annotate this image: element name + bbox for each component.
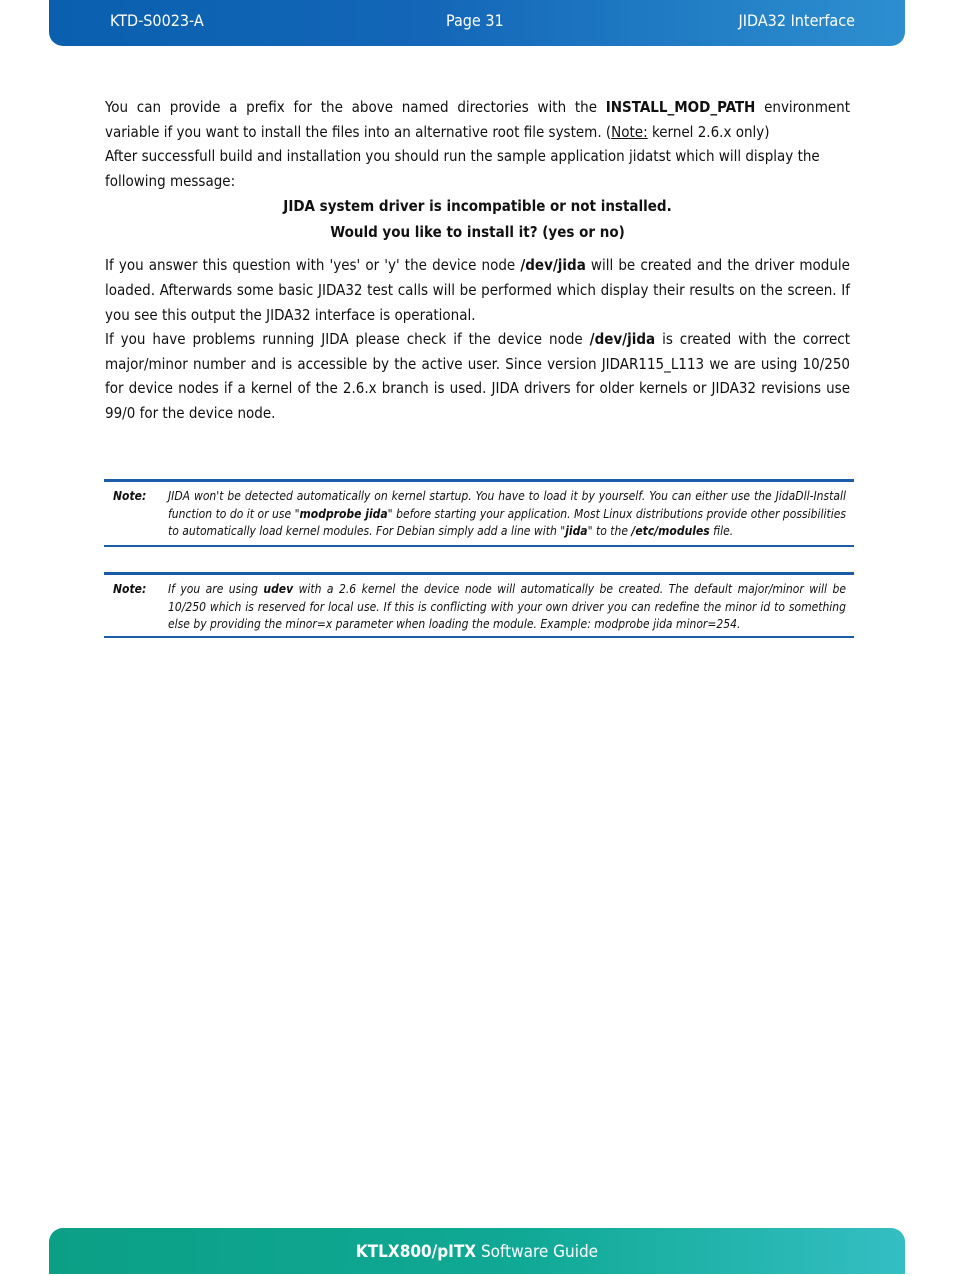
device-node-path: /dev/jida <box>589 330 656 349</box>
header-doc-id: KTD-S0023-A <box>110 11 204 30</box>
message-line-1: JIDA system driver is incompatible or not installed. <box>283 197 672 216</box>
text-run: " before starting your application. Most Linux distributions provide other possibilities to automatically load kernel modules. For Debian simply add a line with " <box>168 506 846 538</box>
text-run: will be created and the driver module loaded. Afterwards some basic JIDA32 test calls will be performed which display their results on the screen. If you see this output the JIDA32 interface is operational. <box>105 256 850 324</box>
text-run: JIDA won't be detected automatically on kernel startup. You have to load it by yourself. You can either use the JidaDll-Install function to do it or use " <box>168 489 846 521</box>
inline-note-label: Note: <box>611 122 648 141</box>
text-run: You can provide a prefix for the above named directories with the <box>105 98 606 116</box>
text-run: kernel 2.6.x only) <box>647 122 770 141</box>
footer-product-name: KTLX800/pITX <box>355 1242 477 1262</box>
text-run: If you answer this question with 'yes' or 'y' the device node <box>105 256 521 275</box>
main-content <box>105 95 850 426</box>
note-box-kernel-startup <box>104 479 854 547</box>
module-name: jida <box>565 524 588 538</box>
text-run: " to the <box>587 524 632 538</box>
note-text <box>168 575 846 634</box>
paragraph-answer-yes <box>105 253 850 327</box>
page-footer <box>49 1228 905 1274</box>
text-run: If you are using <box>168 582 264 596</box>
text-run: file. <box>709 524 734 538</box>
text-run: environment variable if you want to install the files into an alternative root file system. ( <box>105 98 851 141</box>
text-run: with a 2.6 kernel the device node will automatically be created. The default major/minor will be 10/250 which is reserved for local use. If this is conflicting with your own driver you can redefine the minor id to something else by providing the minor=x parameter when loading the module. Example: modprobe jida minor=254. <box>168 582 846 631</box>
paragraph-troubleshooting <box>105 327 850 425</box>
note-label: Note: <box>113 582 147 596</box>
note-text <box>168 482 846 541</box>
header-page-number: Page 31 <box>446 11 504 30</box>
message-line-2: Would you like to install it? (yes or no) <box>330 223 625 242</box>
device-node-path: /dev/jida <box>520 256 586 275</box>
note-label: Note: <box>113 489 147 503</box>
paragraph-run-sample: After successfull build and installation you should run the sample application jidatst which will display the following message: <box>105 147 820 190</box>
text-run: is created with the correct major/minor number and is accessible by the active user. Since version JIDAR115_L113 we are using 10/250 for device nodes if a kernel of the 2.6.x branch is used. JIDA drivers for older kernels or JIDA32 revisions use 99/0 for the device node. <box>105 330 850 422</box>
command-modprobe: modprobe jida <box>299 506 388 521</box>
footer-guide-label: Software Guide <box>476 1242 599 1262</box>
paragraph-install-prefix <box>105 95 850 144</box>
file-path: /etc/modules <box>631 524 710 538</box>
header-section-title: JIDA32 Interface <box>738 11 855 30</box>
note-box-udev <box>104 572 854 638</box>
udev-keyword: udev <box>263 582 294 596</box>
env-variable-name: INSTALL_MOD_PATH <box>605 98 756 116</box>
page-header <box>49 0 905 46</box>
text-run: If you have problems running JIDA please check if the device node <box>105 330 590 349</box>
